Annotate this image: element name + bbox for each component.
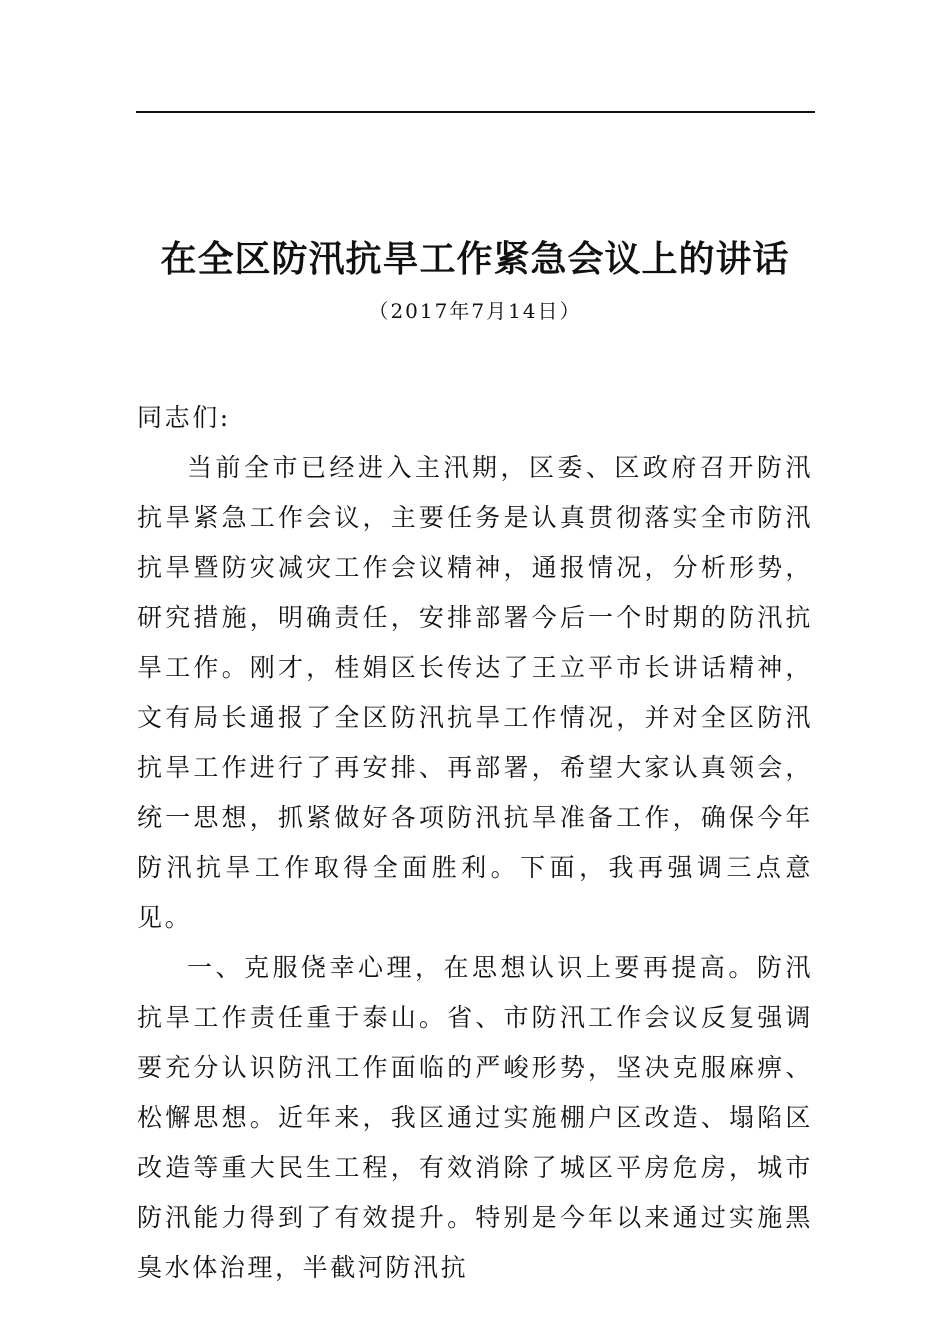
document-body — [137, 393, 813, 1293]
document-title: 在全区防汛抗旱工作紧急会议上的讲话 — [160, 239, 790, 280]
document-date: （2017年7月14日） — [368, 299, 582, 323]
salutation: 同志们: — [137, 403, 231, 432]
header-rule — [136, 111, 815, 113]
paragraph-intro: 当前全市已经进入主汛期，区委、区政府召开防汛抗旱紧急工作会议，主要任务是认真贯彻落实全市防汛抗旱暨防灾减灾工作会议精神，通报情况，分析形势，研究措施，明确责任，安排部署今后一个时期的防汛抗旱工作。刚才，桂娟区长传达了王立平市长讲话精神，文有局长通报了全区防汛抗旱工作情况，并对全区防汛抗旱工作进行了再安排、再部署，希望大家认真领会，统一思想，抓紧做好各项防汛抗旱准备工作，确保今年防汛抗旱工作取得全面胜利。下面，我再强调三点意见。 — [137, 453, 813, 932]
paragraph-point-one: 一、克服侥幸心理，在思想认识上要再提高。防汛抗旱工作责任重于泰山。省、市防汛工作会议反复强调要充分认识防汛工作面临的严峻形势，坚决克服麻痹、松懈思想。近年来，我区通过实施棚户区改造、塌陷区改造等重大民生工程，有效消除了城区平房危房，城市防汛能力得到了有效提升。特别是今年以来通过实施黑臭水体治理，半截河防汛抗 — [137, 953, 813, 1282]
